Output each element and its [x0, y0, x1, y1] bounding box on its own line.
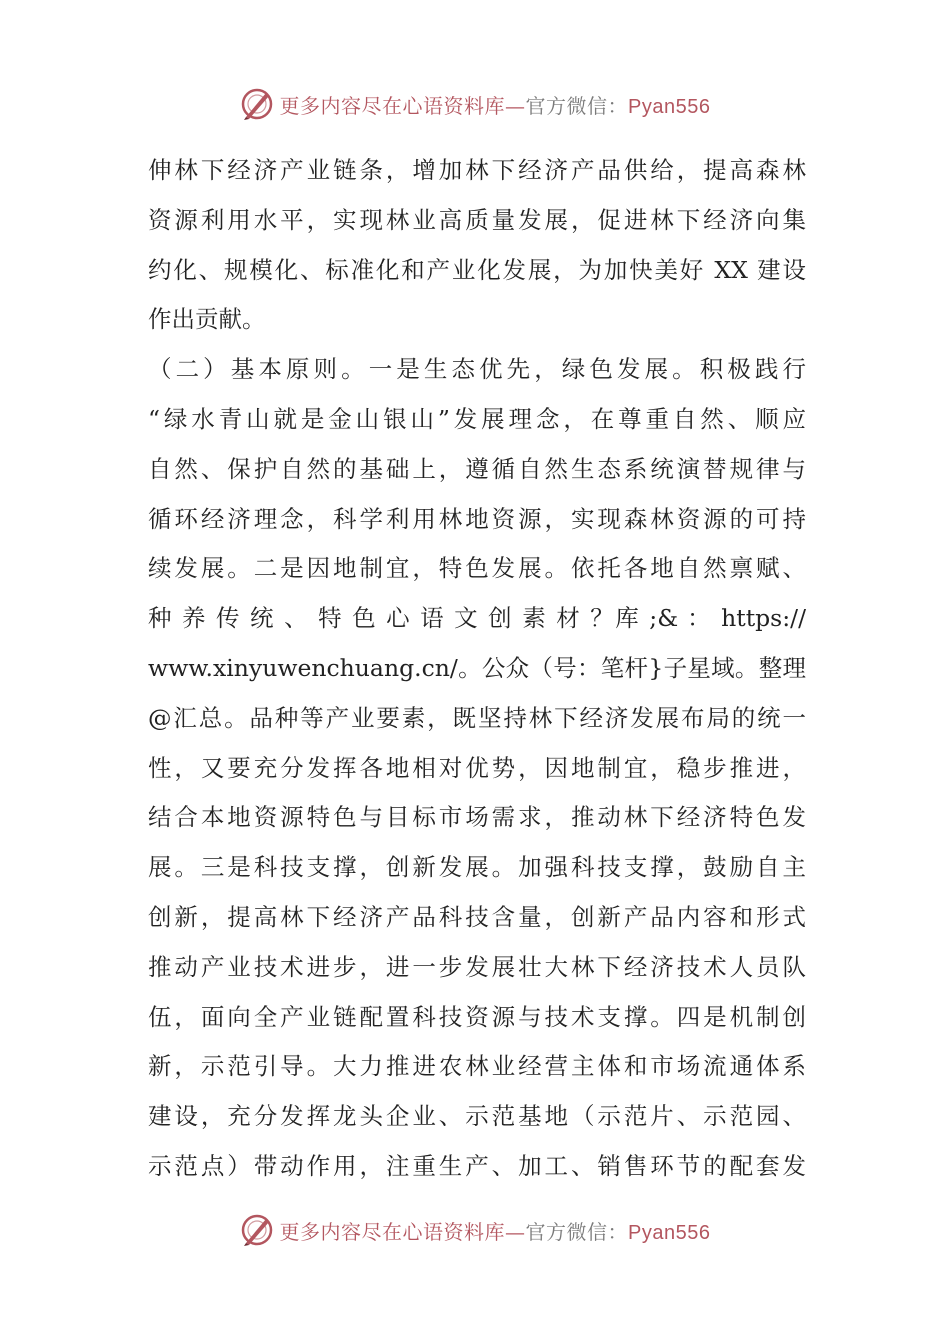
banner-separator: — — [505, 1219, 526, 1244]
pen-logo-icon — [240, 87, 274, 121]
body-line: 新，示范引导。大力推进农林业经营主体和市场流通体系 — [148, 1052, 806, 1081]
body-line: 约化、规模化、标准化和产业化发展，为加快美好 XX 建设 — [148, 255, 806, 284]
pen-logo-icon — [240, 1213, 274, 1247]
banner-official-label: 官方微信： — [525, 1219, 629, 1244]
footer-banner — [0, 1210, 950, 1250]
body-line: 示范点）带动作用，注重生产、加工、销售环节的配套发 — [148, 1151, 806, 1180]
body-line: www.xinyuwenchuang.cn/。公众（号：笔杆}子星域。整理 — [148, 653, 806, 682]
body-line: @汇总。品种等产业要素，既坚持林下经济发展布局的统一 — [148, 703, 806, 732]
banner-separator: — — [505, 93, 526, 118]
body-line: 伍，面向全产业链配置科技资源与技术支撑。四是机制创 — [148, 1002, 806, 1031]
document-body — [148, 146, 806, 1192]
body-line: 推动产业技术进步，进一步发展壮大林下经济技术人员队 — [148, 952, 806, 981]
body-line: 伸林下经济产业链条，增加林下经济产品供给，提高森林 — [148, 156, 806, 184]
body-line: 续发展。二是因地制宜，特色发展。依托各地自然禀赋、 — [148, 554, 806, 583]
header-banner — [0, 84, 950, 124]
body-line: 建设，充分发挥龙头企业、示范基地（示范片、示范园、 — [148, 1102, 806, 1131]
body-line: 自然、保护自然的基础上，遵循自然生态系统演替规律与 — [148, 454, 806, 483]
banner-official-label: 官方微信： — [525, 93, 629, 118]
body-line: 结合本地资源特色与目标市场需求，推动林下经济特色发 — [148, 803, 806, 832]
body-line: 创新，提高林下经济产品科技含量，创新产品内容和形式 — [148, 902, 806, 931]
banner-slogan: 更多内容尽在心语资料库 — [279, 1219, 506, 1244]
body-line: （二）基本原则。一是生态优先，绿色发展。积极践行 — [148, 355, 806, 384]
body-line: 资源利用水平，实现林业高质量发展，促进林下经济向集 — [148, 205, 806, 234]
body-line: 种 养 传 统 、 特 色 心 语 文 创 素 材 ？库 ;& ： https:// — [148, 604, 806, 633]
body-line: 性，又要充分发挥各地相对优势，因地制宜，稳步推进， — [148, 753, 806, 782]
banner-wechat-id: Pyan556 — [628, 1221, 711, 1244]
body-line: 展。三是科技支撑，创新发展。加强科技支撑，鼓励自主 — [148, 853, 806, 882]
body-line: “绿水青山就是金山银山”发展理念，在尊重自然、顺应 — [148, 404, 806, 433]
banner-slogan: 更多内容尽在心语资料库 — [279, 93, 506, 118]
banner-wechat-id: Pyan556 — [628, 95, 711, 118]
body-line: 循环经济理念，科学利用林地资源，实现森林资源的可持 — [148, 504, 806, 533]
body-line: 作出贡献。 — [148, 305, 266, 334]
